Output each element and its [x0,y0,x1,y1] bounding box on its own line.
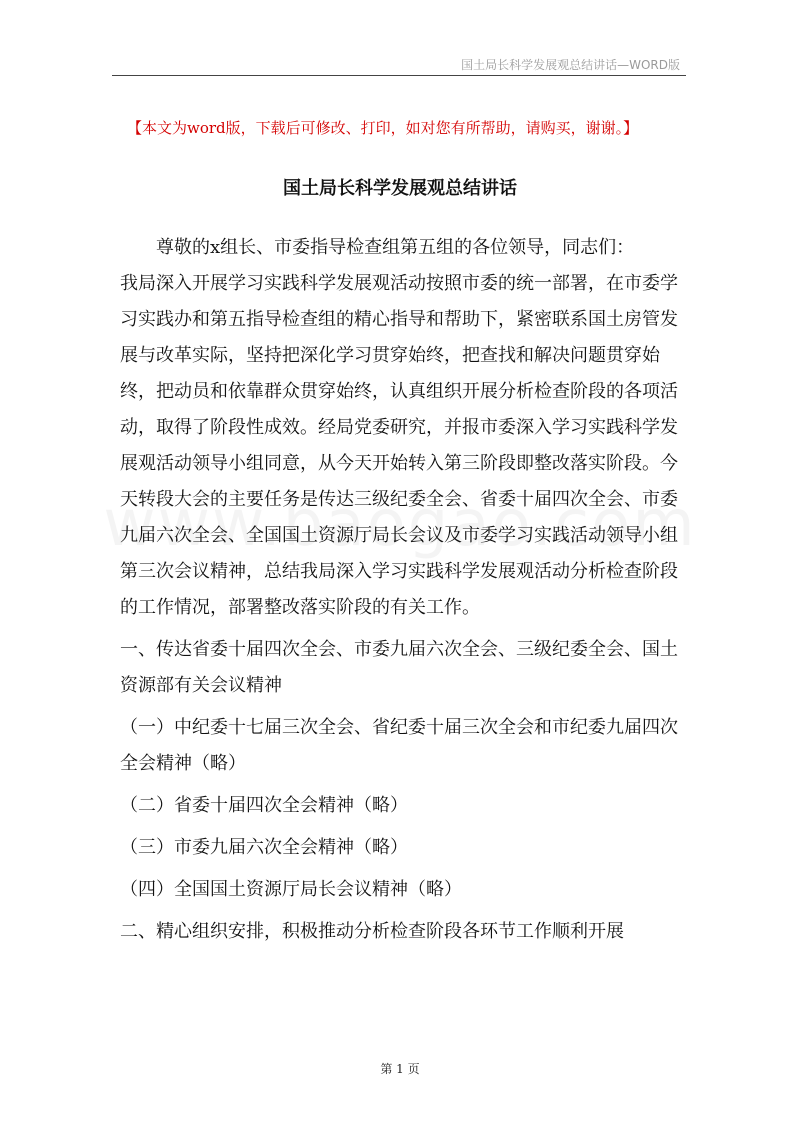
subsection-1: （一）中纪委十七届三次全会、省纪委十届三次全会和市纪委九届四次全会精神（略） [120,717,678,774]
document-body [120,230,684,950]
salutation: 尊敬的x组长、市委指导检查组第五组的各位领导，同志们： [156,237,635,258]
intro-paragraph: 我局深入开展学习实践科学发展观活动按照市委的统一部署，在市委学习实践办和第五指导检查组的精心指导和帮助下，紧密联系国土房管发展与改革实际，坚持把深化学习贯穿始终，把查找和解决问题贯穿始终，把动员和依靠群众贯穿始终，认真组织开展分析检查阶段的各项活动，取得了阶段性成效。经局党委研究，并报市委深入学习实践科学发展观活动领导小组同意，从今天开始转入第三阶段即整改落实阶段。今天转段大会的主要任务是传达三级纪委全会、省委十届四次全会、市委九届六次全会、全国国土资源厅局长会议及市委学习实践活动领导小组第三次会议精神，总结我局深入学习实践科学发展观活动分析检查阶段的工作情况，部署整改落实阶段的有关工作。 [120,273,678,618]
subsection-2: （二）省委十届四次全会精神（略） [120,795,408,816]
header-divider [112,75,686,76]
section-heading-2: 二、精心组织安排，积极推动分析检查阶段各环节工作顺利开展 [120,921,624,942]
subsection-4: （四）全国国土资源厅局长会议精神（略） [120,879,462,900]
subsection-3: （三）市委九届六次全会精神（略） [120,837,408,858]
purchase-notice: 【本文为word版，下载后可修改、打印，如对您有所帮助，请购买，谢谢。】 [127,119,639,137]
running-header: 国土局长科学发展观总结讲话—WORD版 [461,58,680,72]
section-heading-1: 一、传达省委十届四次全会、市委九届六次全会、三级纪委全会、国土资源部有关会议精神 [120,639,678,696]
page-number: 第 1 页 [380,1062,420,1076]
page-title: 国土局长科学发展观总结讲话 [283,178,517,199]
